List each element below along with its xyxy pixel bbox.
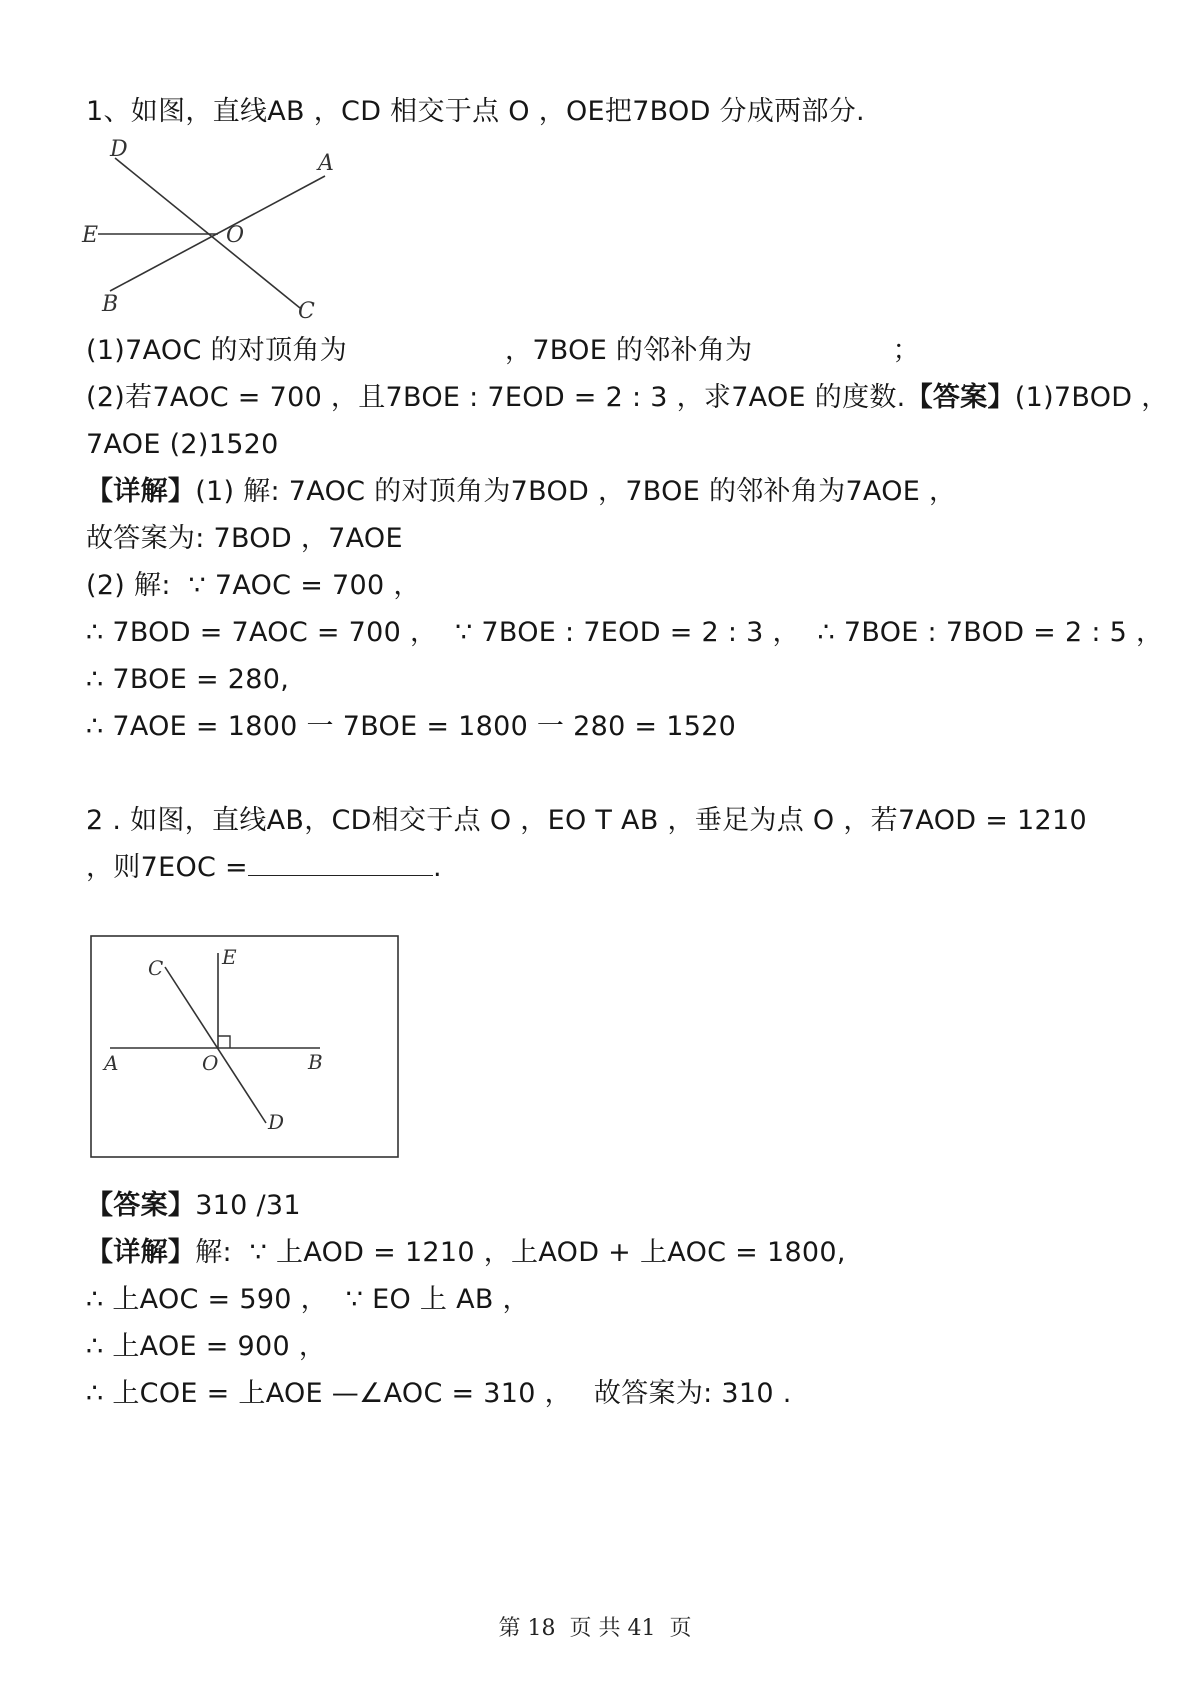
q2-title-cont: [86, 851, 442, 885]
q2-title-cont-text: ，则7EOC =: [86, 852, 248, 883]
q2-label-e: E: [222, 945, 237, 969]
q1-detail4: ∴ 7BOD = 7AOC = 700 ， ∵ 7BOE : 7EOD = 2 : 3 ， ∴ 7BOE : 7BOD = 2 : 5 ，: [86, 617, 1164, 648]
q1-part1-b: ，7BOE 的邻补角为: [505, 335, 753, 366]
q2-answer-blank: [248, 851, 433, 876]
q1-answer-tag: 【答案】: [905, 382, 1015, 413]
q2-answer-tag: 【答案】: [86, 1190, 196, 1221]
q2-label-c: C: [148, 956, 164, 980]
q2-label-b: B: [308, 1050, 323, 1074]
q2-line-cd: [165, 967, 266, 1123]
q1-label-c: C: [298, 299, 315, 324]
q1-detail1: (1) 解: 7AOC 的对顶角为7BOD ，7BOE 的邻补角为7AOE ，: [195, 476, 957, 507]
q2-title: 2 . 如图，直线AB，CD相交于点 O ，EO T AB ，垂足为点 O ，若7AOD = 1210: [86, 805, 1087, 836]
q1-answer-a: (1)7BOD ，: [1014, 382, 1169, 413]
q1-label-b: B: [102, 292, 119, 317]
q2-detail-tag: 【详解】: [86, 1237, 196, 1268]
q2-label-o: O: [202, 1051, 219, 1075]
q1-detail5: ∴ 7BOE = 280,: [86, 664, 290, 695]
q1-label-a: A: [318, 151, 334, 176]
q2-label-a: A: [104, 1051, 119, 1075]
q2-right-angle-mark: [218, 1036, 230, 1048]
q1-figure: [80, 138, 340, 328]
q2-label-d: D: [268, 1110, 285, 1134]
q2-figure-frame: [91, 936, 398, 1157]
q2-detail4-b: 故答案为: 310 .: [593, 1378, 792, 1409]
q1-part2: [86, 381, 1169, 415]
q1-detail-tag: 【详解】: [86, 476, 196, 507]
q1-label-o: O: [226, 223, 245, 248]
q2-detail4-a: ∴ 上COE = 上AOE —∠AOC = 310 ，: [86, 1378, 572, 1409]
q1-answer-b: 7AOE (2)1520: [86, 429, 279, 460]
q2-detail1-line: [86, 1236, 846, 1270]
q1-detail1-line: [86, 475, 956, 509]
q1-part1-a: (1)7AOC 的对顶角为: [86, 335, 348, 366]
q1-title: 1、如图，直线AB ，CD 相交于点 O ，OE把7BOD 分成两部分.: [86, 96, 865, 127]
q1-detail3: (2) 解: ∵ 7AOC = 700 ，: [86, 570, 421, 601]
q2-answer: 310 /31: [195, 1190, 301, 1221]
q2-detail4-line: [86, 1377, 792, 1411]
q2-detail1: 解: ∵ 上AOD = 1210 ，上AOD + 上AOC = 1800,: [195, 1237, 846, 1268]
q1-label-d: D: [110, 138, 128, 162]
q1-part1: [86, 334, 920, 368]
q1-label-e: E: [82, 223, 99, 248]
q1-detail6: ∴ 7AOE = 1800 一 7BOE = 1800 一 280 = 1520: [86, 711, 737, 742]
q1-line-dc: [115, 158, 300, 308]
q2-title-end: .: [432, 852, 442, 883]
q2-detail3: ∴ 上AOE = 900 ，: [86, 1331, 327, 1362]
q1-detail2: 故答案为: 7BOD ，7AOE: [86, 523, 403, 554]
q1-part2-text: (2)若7AOC = 700 ，且7BOE : 7EOD = 2 : 3 ，求7AOE 的度数.: [86, 382, 906, 413]
q2-figure: [90, 935, 400, 1159]
q1-part1-c: ；: [892, 335, 920, 366]
q2-answer-line: [86, 1189, 301, 1223]
q2-detail2: ∴ 上AOC = 590 ， ∵ EO 上 AB ，: [86, 1284, 530, 1315]
page-footer: 第 18 页 共 41 页: [498, 1616, 692, 1641]
